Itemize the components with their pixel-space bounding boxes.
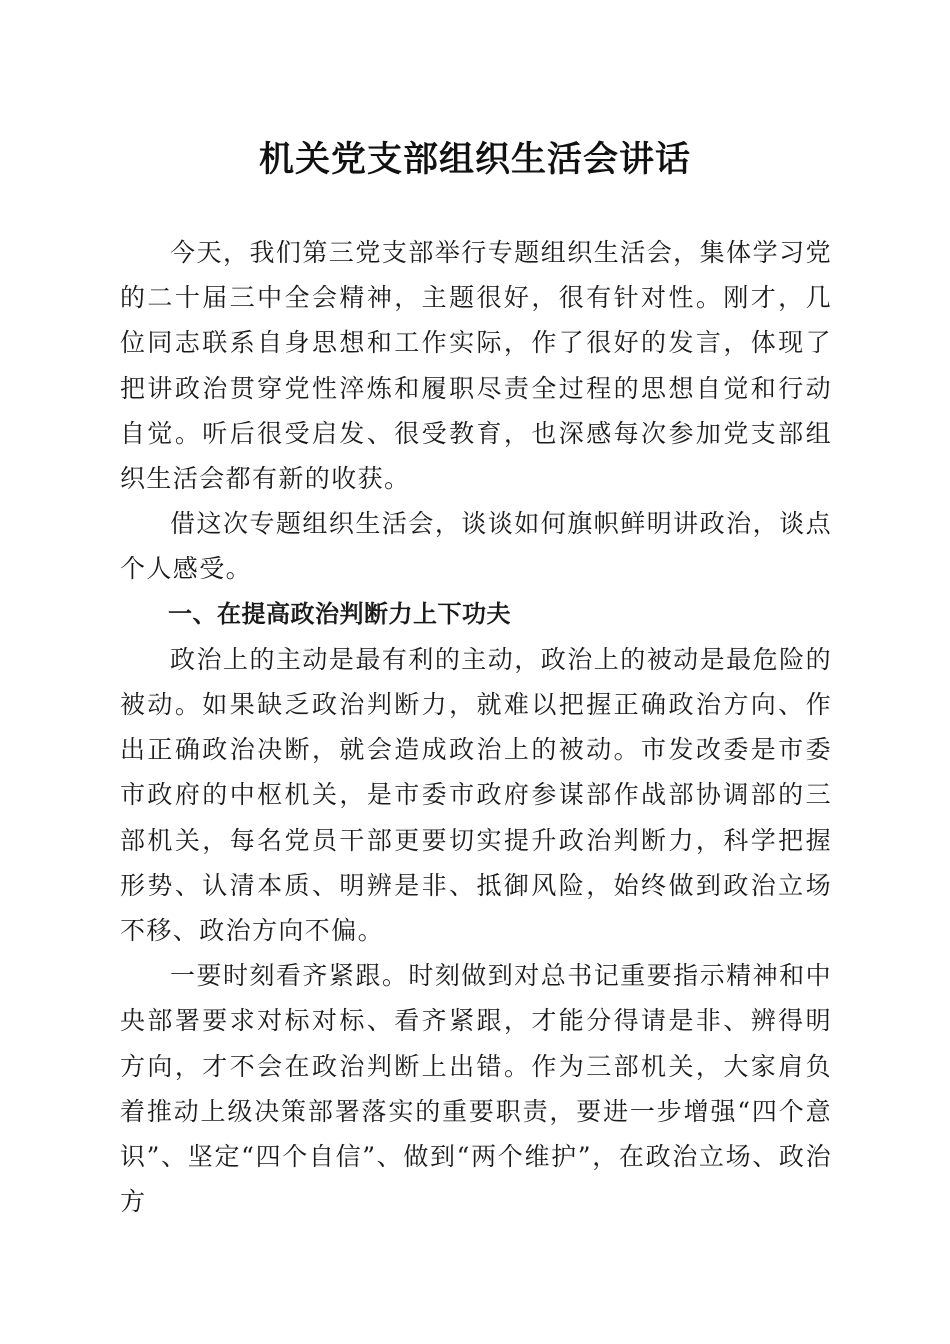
paragraph-follow-closely: 一要时刻看齐紧跟。时刻做到对总书记重要指示精神和中央部署要求对标对标、看齐紧跟，才能分得请是非、辨得明方向，才不会在政治判断上出错。作为三部机关，大家肩负着推动上级决策部署落实的重要职责，要进一步增强“四个意识”、坚定“四个自信”、做到“两个维护”，在政治立场、政治方 — [120, 961, 832, 1217]
paragraph-political-judgment: 政治上的主动是最有利的主动，政治上的被动是最危险的被动。如果缺乏政治判断力，就难以把握正确政治方向、作出正确政治决断，就会造成政治上的被动。市发改委是市委市政府的中枢机关，是市委市政府参谋部作战部协调部的三部机关，每名党员干部更要切实提升政治判断力，科学把握形势、认清本质、明辨是非、抵御风险，始终做到政治立场不移、政治方向不偏。 — [120, 644, 832, 946]
section-heading: 一、在提高政治判断力上下功夫 — [168, 599, 511, 628]
paragraph-topic: 借这次专题组织生活会，谈谈如何旗帜鲜明讲政治，谈点个人感受。 — [120, 509, 832, 584]
paragraph-opening: 今天，我们第三党支部举行专题组织生活会，集体学习党的二十届三中全会精神，主题很好，很有针对性。刚才，几位同志联系自身思想和工作实际，作了很好的发言，体现了把讲政治贯穿党性淬炼和履职尽责全过程的思想自觉和行动自觉。听后很受启发、很受教育，也深感每次参加党支部组织生活会都有新的收获。 — [120, 238, 832, 494]
document-body — [120, 230, 832, 1224]
document-title: 机关党支部组织生活会讲话 — [258, 139, 691, 180]
